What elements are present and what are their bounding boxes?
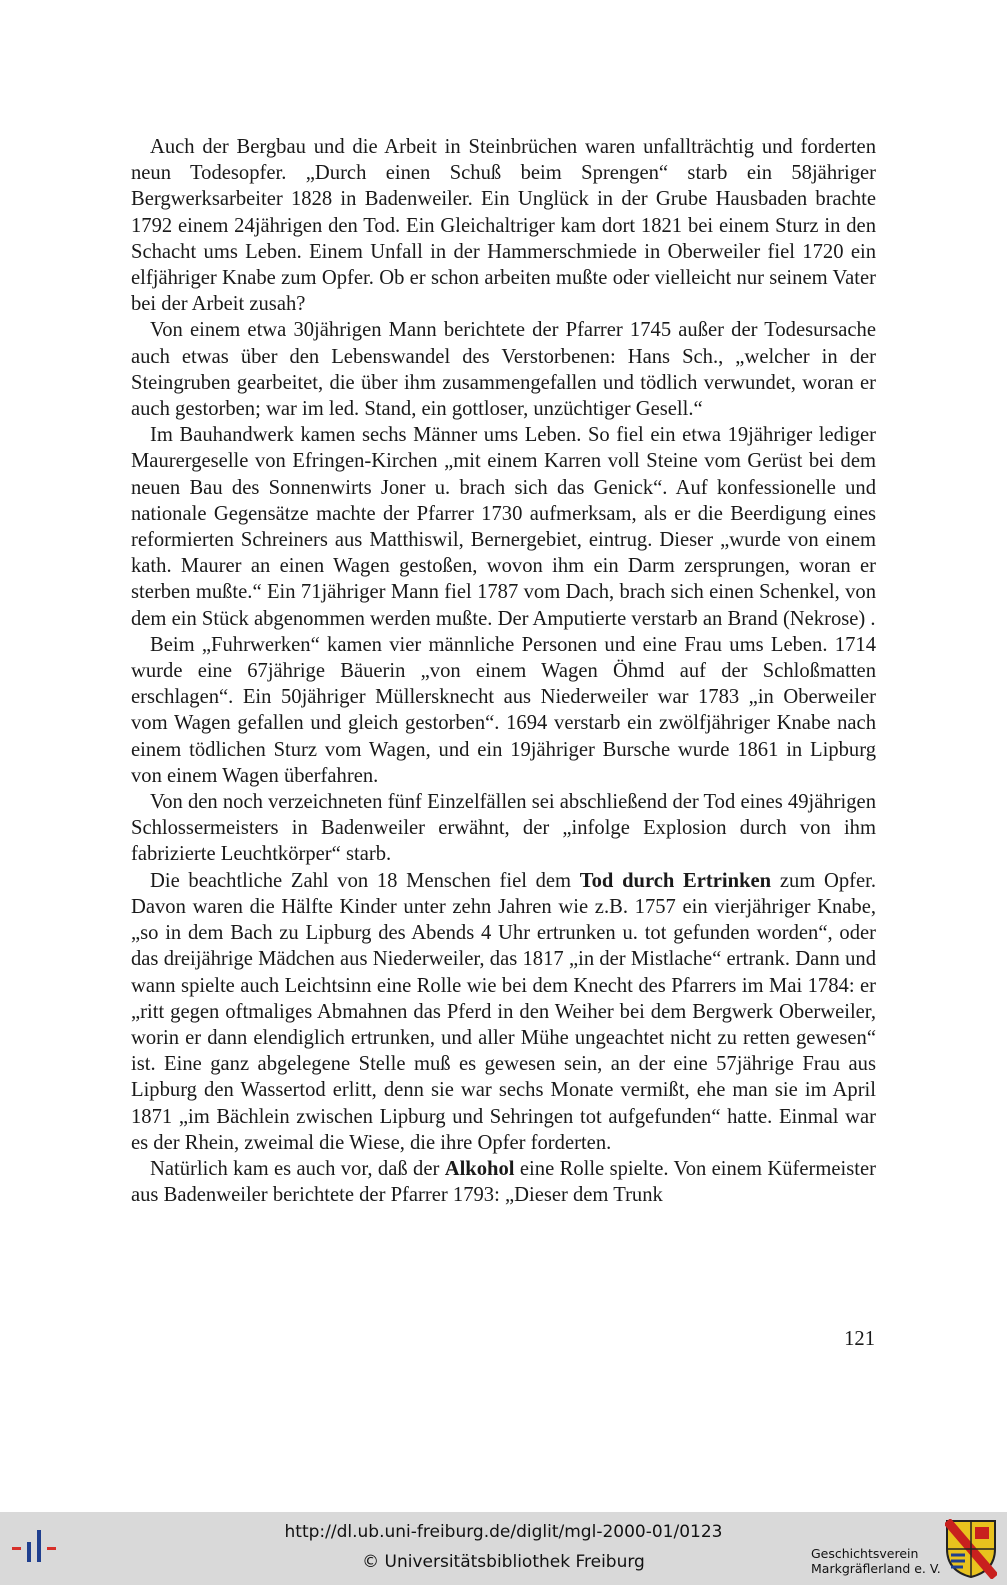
page-body — [131, 134, 876, 1208]
society-line-2: Markgräflerland e. V. — [811, 1561, 941, 1576]
text-run: Beim „Fuhrwerken“ kamen vier männliche Personen und eine Frau ums Leben. 1714 wurde eine 67jährige Bäuerin „von einem Wagen Öhmd auf der Schloßmatten erschlagen“. Ein 50jähriger Müllersknecht aus Niederweiler war 1783 „in Oberweiler vom Wagen gefallen und gleich gestorben“. 1694 verstarb ein zwölfjähriger Knabe nach einem tödlichen Sturz vom Wagen, und ein 19jähriger Bursche wurde 1861 in Lipburg von einem Wagen überfahren. — [131, 633, 876, 787]
footer-society-name — [811, 1546, 941, 1576]
text-run: eine Rolle spielte. Von einem Küfermeister aus Badenweiler berichtete der Pfarrer 1793: „Dieser dem Trunk — [131, 1157, 877, 1207]
text-run: Von einem etwa 30jährigen Mann berichtete der Pfarrer 1745 außer der Todesursache auch etwas über den Lebenswandel des Verstorbenen: Hans Sch., „welcher in der Steingruben gearbeitet, die über ihm zusammengefallen und tödlich verwundet, woran er auch gestorben; war im led. Stand, ein gottloser, unzüchtiger Gesell.“ — [131, 319, 876, 421]
society-line-1: Geschichtsverein — [811, 1546, 919, 1561]
text-run: Auch der Bergbau und die Arbeit in Steinbrüchen waren unfallträchtig und forderten neun Todesopfer. „Durch einen Schuß beim Sprengen“ starb ein 58jähriger Bergwerksarbeiter 1828 in Badenweiler. Ein Unglück in der Grube Hausbaden brachte 1792 einem 24jährigen den Tod. Ein Gleichaltriger kam dort 1821 bei einem Sturz in den Schacht ums Leben. Einem Unfall in der Hammerschmiede in Oberweiler fiel 1720 ein elfjähriger Knabe zum Opfer. Ob er schon arbeiten mußte oder vielleicht nur seinem Vater bei der Arbeit zusah? — [131, 136, 876, 316]
text-run: Von den noch verzeichneten fünf Einzelfällen sei abschließend der Tod eines 49jährigen Schlossermeisters in Badenweiler erwähnt, der „infolge Explosion durch von ihm fabrizierte Leuchtkörper“ starb. — [131, 791, 876, 866]
paragraph — [131, 422, 876, 632]
text-run: Im Bauhandwerk kamen sechs Männer ums Leben. So fiel ein etwa 19jähriger lediger Maurergeselle von Efringen-Kirchen „mit einem Karren voll Steine vom Gerüst bei dem neuen Bau des Sonnenwirts Joner u. brach sich das Genick“. Auf konfessionelle und nationale Gegensätze machte der Pfarrer 1730 aufmerksam, als er die Beerdigung eines reformierten Schreiners aus Matthiswil, Bernergebiet, eintrug. Dieser „wurde von einem kath. Maurer an einen Wagen gestoßen, wovon ihm ein Darm zersprungen, woran er sterben mußte.“ Ein 71jähriger Mann fiel 1787 vom Dach, brach sich einen Schenkel, von dem ein Stück abgenommen werden mußte. Der Amputierte verstarb an Brand (Nekrose) . — [131, 424, 876, 630]
paragraph — [131, 1156, 876, 1208]
footer-copyright: © Universitätsbibliothek Freiburg — [362, 1552, 645, 1572]
page-number: 121 — [844, 1328, 875, 1350]
bold-term: Alkohol — [444, 1157, 515, 1180]
paragraph — [131, 868, 876, 1156]
text-run: zum Opfer. Davon waren die Hälfte Kinder unter zehn Jahren wie z.B. 1757 ein vierjähriger Knabe, „so in dem Bach zu Lipburg des Abends 4 Uhr ertrunken u. tot gefunden worden“, oder das dreijährige Mädchen aus Niederweiler, das 1817 „in der Mistlache“ ertrank. Dann und wann spielte auch Leichtsinn eine Rolle wie bei dem Knecht des Pfarrers im Mai 1784: er „ritt gegen oftmaliges Abmahnen das Pferd in den Weiher bei dem Bergwerk Oberweiler, worin er dann elendiglich ertrunken, und aller Mühe ungeachtet nicht zu retten gewesen“ ist. Eine ganz abgelegene Stelle muß es gewesen sein, an der eine 57jährige Frau aus Lipburg den Wassertod erlitt, denn sie war sechs Monate vermißt, ehe man sie im April 1871 „im Bächlein zwischen Lipburg und Sehringen tot aufgefunden“ hatte. Einmal war es der Rhein, zweimal die Wiese, die ihre Opfer forderten. — [131, 869, 876, 1154]
footer-bar — [0, 1512, 1007, 1585]
coat-of-arms-icon — [945, 1519, 997, 1579]
paragraph — [131, 632, 876, 789]
paragraph — [131, 317, 876, 422]
text-run: Natürlich kam es auch vor, daß der — [150, 1157, 445, 1180]
bold-term: Tod durch Ertrinken — [579, 869, 772, 892]
paragraph — [131, 789, 876, 868]
paragraph — [131, 134, 876, 317]
footer-url[interactable]: http://dl.ub.uni-freiburg.de/diglit/mgl-2000-01/0123 — [284, 1522, 723, 1542]
text-run: Die beachtliche Zahl von 18 Menschen fiel dem — [150, 869, 580, 892]
